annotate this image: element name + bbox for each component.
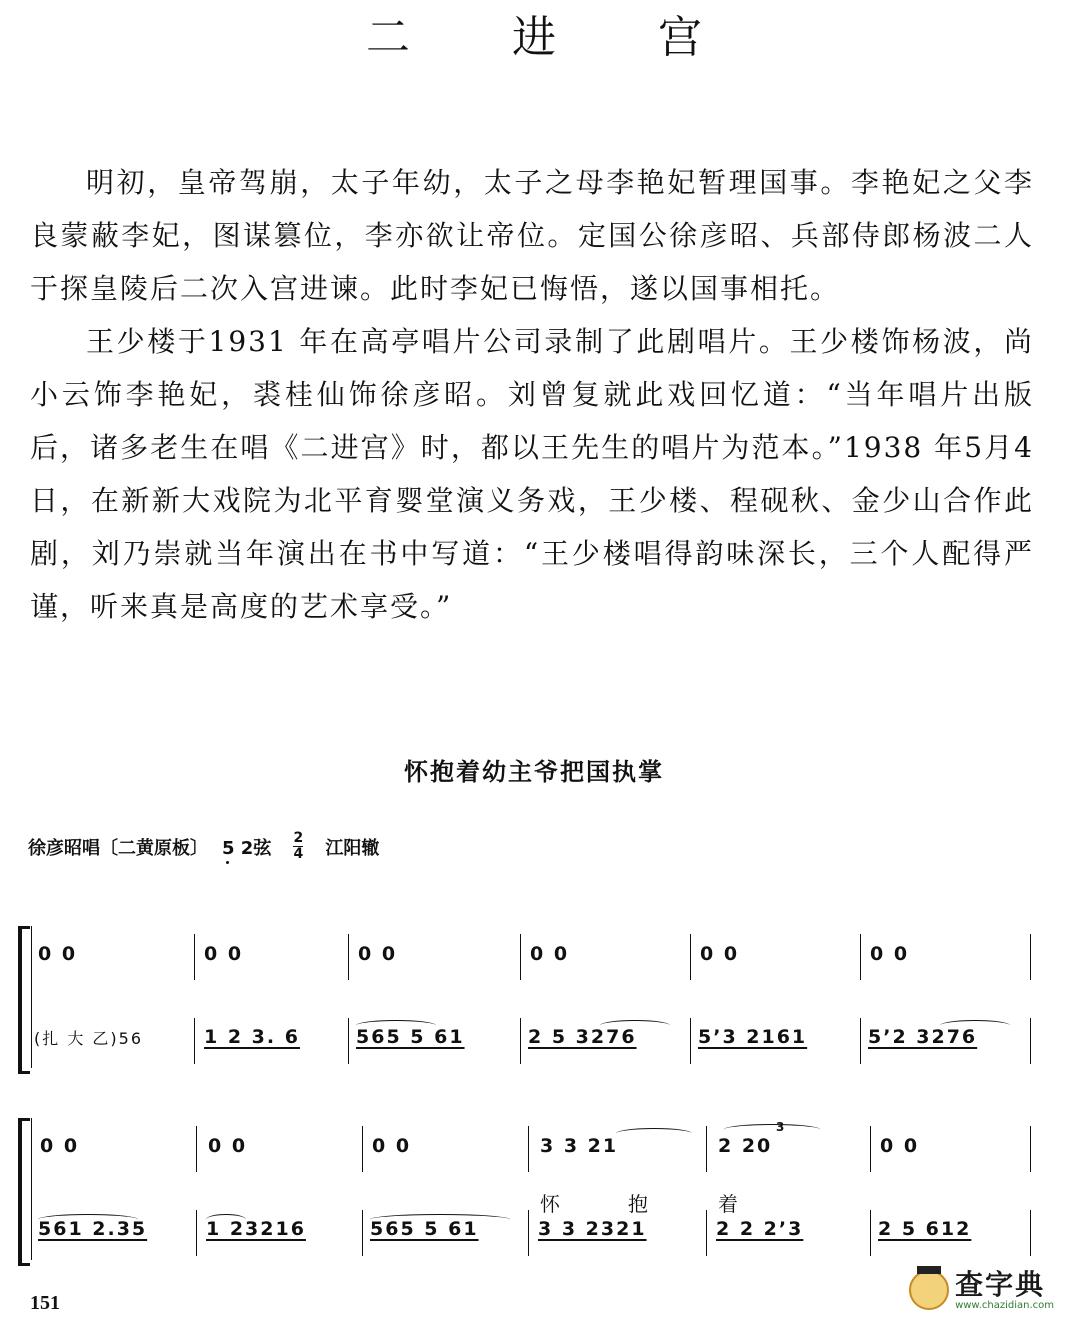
barline xyxy=(520,1018,521,1064)
slur xyxy=(600,1020,670,1031)
slur xyxy=(356,1020,436,1031)
measure-lower: (扎 大 乙)56 xyxy=(34,1029,144,1048)
measure-upper: 0 0 xyxy=(358,943,398,965)
watermark-brand: 查字典 xyxy=(955,1267,1046,1301)
system-line xyxy=(31,1118,32,1260)
measure-upper: 0 0 xyxy=(880,1135,920,1157)
slur xyxy=(940,1020,1010,1031)
watermark-url: www.chazidian.com xyxy=(955,1299,1054,1311)
measure-upper: 0 0 xyxy=(204,943,244,965)
barline xyxy=(196,1126,197,1172)
barline xyxy=(194,934,195,980)
barline xyxy=(870,1126,871,1172)
song-title: 怀抱着幼主爷把国执掌 xyxy=(404,758,664,786)
singer-label: 徐彦昭唱〔二黄原板〕 xyxy=(28,837,208,859)
measure-lower: 2 5 612 xyxy=(878,1218,972,1240)
measure-lower: 5’2 3276 xyxy=(868,1026,978,1048)
barline xyxy=(1030,1126,1031,1172)
lyric-char: 着 xyxy=(718,1192,738,1216)
barline xyxy=(362,1126,363,1172)
measure-lower: 561 2.35 xyxy=(38,1218,148,1240)
slur xyxy=(370,1214,510,1225)
measure-upper: 0 0 xyxy=(372,1135,412,1157)
system-line xyxy=(31,926,32,1068)
score-system-1 xyxy=(0,926,1068,1076)
barline xyxy=(1030,1018,1031,1064)
measure-upper: 0 0 xyxy=(530,943,570,965)
measure-upper: 0 0 xyxy=(700,943,740,965)
rhyme-label: 江阳辙 xyxy=(325,837,380,859)
measure-lower: 2 5 3276 xyxy=(528,1026,637,1048)
score-system-2 xyxy=(0,1118,1068,1268)
barline xyxy=(706,1210,707,1256)
system-bracket xyxy=(18,1118,30,1266)
barline xyxy=(196,1210,197,1256)
barline xyxy=(520,934,521,980)
barline xyxy=(362,1210,363,1256)
slur xyxy=(724,1124,820,1135)
intro-paragraph-1: 明初，皇帝驾崩，太子年幼，太子之母李艳妃暂理国事。李艳妃之父李良蒙蔽李妃，图谋篡位，李亦欲让帝位。定国公徐彦昭、兵部侍郎杨波二人于探皇陵后二次入宫进谏。此时李妃已悔悟，遂以国事相托。 xyxy=(30,166,1034,305)
performance-marking xyxy=(28,832,379,861)
barline xyxy=(528,1126,529,1172)
measure-upper: 2 20 xyxy=(718,1135,773,1157)
intro-paragraph-2: 王少楼于1931 年在高亭唱片公司录制了此剧唱片。王少楼饰杨波，尚小云饰李艳妃，裘桂仙饰徐彦昭。刘曾复就此戏回忆道：“当年唱片出版后，诸多老生在唱《二进宫》时，都以王先生的唱片为范本。”1938 年5月4日，在新新大戏院为北平育婴堂演义务戏，王少楼、程砚秋、金少山合作此剧，刘乃崇就当年演出在书中写道：“王少楼唱得韵味深长，三个人配得严谨，听来真是高度的艺术享受。” xyxy=(30,325,1034,623)
barline xyxy=(690,1018,691,1064)
measure-upper: 0 0 xyxy=(208,1135,248,1157)
lyric-char: 抱 xyxy=(628,1192,648,1216)
measure-lower: 1 23216 xyxy=(206,1218,306,1240)
slur xyxy=(616,1128,692,1139)
watermark-text xyxy=(955,1267,1054,1311)
barline xyxy=(860,1018,861,1064)
barline xyxy=(1030,1210,1031,1256)
barline xyxy=(348,934,349,980)
grace-note: 3 xyxy=(776,1120,787,1134)
barline xyxy=(194,1018,195,1064)
slur xyxy=(38,1214,138,1225)
lyric-char: 怀 xyxy=(540,1192,560,1216)
graduate-mascot-icon xyxy=(909,1270,949,1310)
barline xyxy=(348,1018,349,1064)
system-bracket xyxy=(18,926,30,1074)
measure-lower: 1 2 3. 6 xyxy=(204,1026,300,1048)
barline xyxy=(706,1126,707,1172)
measure-lower: 565 5 61 xyxy=(370,1218,479,1240)
measure-lower: 2 2 2’3 xyxy=(716,1218,804,1240)
barline xyxy=(1030,934,1031,980)
site-watermark xyxy=(864,1260,1054,1320)
barline xyxy=(870,1210,871,1256)
measure-upper: 0 0 xyxy=(38,943,78,965)
barline xyxy=(690,934,691,980)
measure-upper: 3 3 21 xyxy=(540,1135,619,1157)
intro-text xyxy=(30,156,1034,633)
slur xyxy=(206,1214,246,1225)
page-title: 二 进 宫 xyxy=(366,12,746,63)
key-signature: 5 2弦 xyxy=(222,837,272,859)
measure-lower: 5’3 2161 xyxy=(698,1026,808,1048)
measure-lower: 3 3 2321 xyxy=(538,1218,647,1240)
barline xyxy=(528,1210,529,1256)
measure-upper: 0 0 xyxy=(870,943,910,965)
measure-upper: 0 0 xyxy=(40,1135,80,1157)
time-signature: $\frac{2}{4}$ xyxy=(293,830,304,862)
measure-lower: 565 5 61 xyxy=(356,1026,465,1048)
page-number: 151 xyxy=(30,1292,60,1314)
barline xyxy=(860,934,861,980)
